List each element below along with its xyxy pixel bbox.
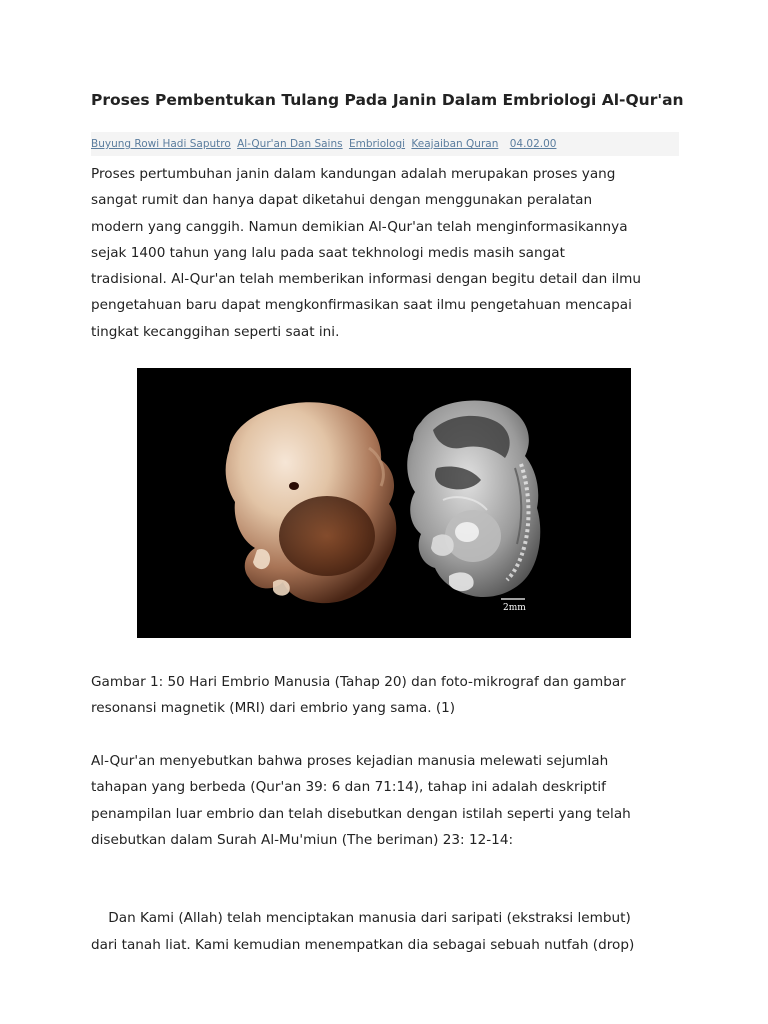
text-line: modern yang canggih. Namun demikian Al-Qur'an telah menginformasikannya (91, 218, 628, 235)
text-line: Gambar 1: 50 Hari Embrio Manusia (Tahap 20) dan foto-mikrograf dan gambar (91, 674, 626, 690)
quote-paragraph (91, 879, 681, 958)
text-line: tingkat kecanggihan seperti saat ini. (91, 323, 340, 340)
text-line: penampilan luar embrio dan telah disebutkan dengan istilah seperti yang telah (91, 805, 631, 822)
text-line: sejak 1400 tahun yang lalu pada saat tekhnologi medis masih sangat (91, 244, 565, 261)
text-line: sangat rumit dan hanya dapat diketahui dengan menggunakan peralatan (91, 192, 593, 209)
text-line: disebutkan dalam Surah Al-Mu'miun (The beriman) 23: 12-14: (91, 831, 514, 848)
label-link-keajaiban-quran[interactable]: Keajaiban Quran (411, 138, 499, 150)
embryo-figure-image (137, 368, 631, 638)
text-line: dari tanah liat. Kami kemudian menempatkan dia sebagai sebuah nutfah (drop) (91, 936, 635, 953)
embryo-mri (407, 400, 540, 597)
figure-caption (91, 669, 681, 722)
scale-label: 2mm (503, 603, 526, 613)
text-line: tradisional. Al-Qur'an telah memberikan informasi dengan begitu detail dan ilmu (91, 271, 642, 288)
post-time-link[interactable]: 04.02.00 (509, 138, 557, 150)
text-line: Dan Kami (Allah) telah menciptakan manusia dari saripati (ekstraksi lembut) (91, 910, 631, 927)
intro-paragraph (91, 161, 681, 345)
text-line: pengetahuan baru dapat mengkonfirmasikan saat ilmu pengetahuan mencapai (91, 297, 632, 314)
embryo-photo (226, 402, 397, 603)
text-line: resonansi magnetik (MRI) dari embrio yang sama. (1) (91, 700, 456, 717)
text-line: Proses pertumbuhan janin dalam kandungan adalah merupakan proses yang (91, 166, 616, 182)
body-paragraph (91, 748, 681, 853)
text-line: tahapan yang berbeda (Qur'an 39: 6 dan 71:14), tahap ini adalah deskriptif (91, 779, 606, 796)
label-link-embriologi[interactable]: Embriologi (348, 138, 406, 150)
post-meta-bar (91, 132, 679, 156)
author-link[interactable]: Buyung Rowi Hadi Saputro (91, 138, 231, 150)
article-title: Proses Pembentukan Tulang Pada Janin Dalam Embriologi Al-Qur'an (91, 91, 684, 109)
text-line: Al-Qur'an menyebutkan bahwa proses kejadian manusia melewati sejumlah (91, 753, 609, 769)
embryo-illustration (137, 368, 631, 638)
label-link-alquran-sains[interactable]: Al-Qur'an Dan Sains (237, 138, 343, 150)
